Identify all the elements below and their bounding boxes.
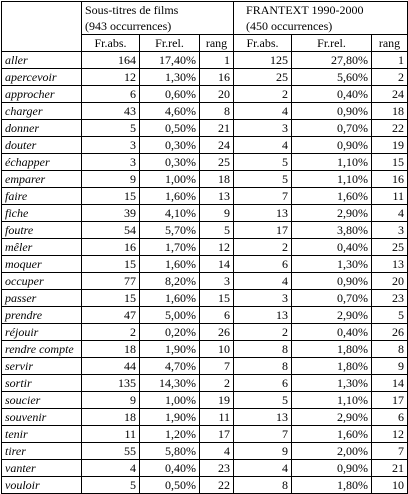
subtitles-rel-cell: 1,20% [140,426,200,443]
frantext-rank-cell: 9 [372,358,408,375]
table-row [2,86,408,103]
subtitles-rank-cell: 3 [200,273,234,290]
subtitles-rank-cell: 24 [200,137,234,154]
verb-cell: foutre [2,222,82,239]
subtitles-abs-cell: 15 [82,290,140,307]
subtitles-abs-cell: 11 [82,426,140,443]
frantext-abs-cell: 5 [234,171,292,188]
frantext-rank-cell: 4 [372,205,408,222]
subtitles-rank-cell: 5 [200,222,234,239]
subtitles-rank-cell: 17 [200,426,234,443]
frantext-rank-cell: 10 [372,477,408,494]
table-row [2,103,408,120]
subtitles-abs-cell: 9 [82,392,140,409]
subtitles-abs-cell: 15 [82,188,140,205]
frantext-rank-cell: 5 [372,307,408,324]
subtitles-rel-cell: 17,40% [140,52,200,69]
frantext-rank-cell: 17 [372,392,408,409]
verb-cell: donner [2,120,82,137]
column-header: Fr.rel. [140,35,200,52]
frantext-abs-cell: 13 [234,307,292,324]
verb-cell: mêler [2,239,82,256]
frantext-rel-cell: 0,90% [292,460,372,477]
table-row [2,154,408,171]
subtitles-rank-cell: 18 [200,171,234,188]
frantext-rel-cell: 1,80% [292,341,372,358]
frantext-rank-cell: 14 [372,375,408,392]
frantext-rank-cell: 18 [372,103,408,120]
frantext-rank-cell: 2 [372,69,408,86]
subtitles-abs-cell: 16 [82,239,140,256]
frantext-rel-cell: 2,90% [292,205,372,222]
subtitles-rel-cell: 0,50% [140,120,200,137]
table-row [2,222,408,239]
table-row [2,375,408,392]
subtitles-abs-cell: 15 [82,256,140,273]
table-row [2,205,408,222]
subtitles-abs-cell: 6 [82,86,140,103]
verb-cell: moquer [2,256,82,273]
subtitles-rel-cell: 0,30% [140,137,200,154]
table-row [2,409,408,426]
verb-cell: tirer [2,443,82,460]
table-row [2,69,408,86]
column-header: rang [372,35,408,52]
verb-cell: servir [2,358,82,375]
frantext-rel-cell: 1,30% [292,375,372,392]
frantext-rank-cell: 23 [372,290,408,307]
verb-cell: rendre compte [2,341,82,358]
subtitles-rel-cell: 5,80% [140,443,200,460]
frantext-rel-cell: 1,80% [292,358,372,375]
subtitles-rank-cell: 2 [200,375,234,392]
column-header: Fr.abs. [82,35,140,52]
frantext-rank-cell: 12 [372,426,408,443]
frantext-rank-cell: 11 [372,188,408,205]
frantext-rank-cell: 13 [372,256,408,273]
table-row [2,324,408,341]
table-row [2,358,408,375]
subtitles-abs-cell: 44 [82,358,140,375]
subtitles-abs-cell: 18 [82,341,140,358]
subtitles-abs-cell: 9 [82,171,140,188]
subtitles-rank-cell: 22 [200,477,234,494]
frantext-abs-cell: 3 [234,290,292,307]
verb-cell: réjouir [2,324,82,341]
frantext-abs-cell: 5 [234,154,292,171]
frantext-rank-cell: 7 [372,443,408,460]
subtitles-abs-cell: 55 [82,443,140,460]
frantext-rank-cell: 24 [372,86,408,103]
frantext-abs-cell: 6 [234,375,292,392]
verb-cell: douter [2,137,82,154]
frantext-rel-cell: 0,90% [292,273,372,290]
subtitles-abs-cell: 18 [82,409,140,426]
subtitles-rel-cell: 0,20% [140,324,200,341]
frantext-rel-cell: 1,60% [292,188,372,205]
frantext-abs-cell: 3 [234,120,292,137]
subtitles-abs-cell: 54 [82,222,140,239]
verb-cell: fiche [2,205,82,222]
subtitles-abs-cell: 5 [82,477,140,494]
subtitles-rel-cell: 0,30% [140,154,200,171]
frantext-abs-cell: 6 [234,256,292,273]
verb-cell: tenir [2,426,82,443]
table-row [2,426,408,443]
subtitles-rel-cell: 4,70% [140,358,200,375]
subtitles-rank-cell: 11 [200,409,234,426]
frantext-rel-cell: 0,90% [292,103,372,120]
frantext-abs-cell: 4 [234,103,292,120]
subtitles-rank-cell: 9 [200,205,234,222]
subtitles-rel-cell: 1,60% [140,256,200,273]
subtitles-rank-cell: 21 [200,120,234,137]
verb-cell: prendre [2,307,82,324]
subtitles-rank-cell: 15 [200,290,234,307]
frantext-rel-cell: 1,10% [292,171,372,188]
subtitles-rank-cell: 12 [200,239,234,256]
subtitles-rel-cell: 4,10% [140,205,200,222]
group-title: FRANTEXT 1990-2000 [246,3,364,17]
column-header: Fr.rel. [292,35,372,52]
frantext-rank-cell: 6 [372,409,408,426]
subtitles-rank-cell: 25 [200,154,234,171]
frantext-abs-cell: 7 [234,188,292,205]
table-row [2,171,408,188]
frantext-rank-cell: 1 [372,52,408,69]
subtitles-abs-cell: 5 [82,120,140,137]
frantext-rel-cell: 1,30% [292,256,372,273]
frantext-abs-cell: 125 [234,52,292,69]
group-header-row [2,2,408,35]
table-row [2,290,408,307]
verb-cell: emparer [2,171,82,188]
frantext-abs-cell: 7 [234,426,292,443]
frantext-rank-cell: 22 [372,120,408,137]
subtitles-rel-cell: 1,30% [140,69,200,86]
verb-cell: vanter [2,460,82,477]
frantext-rank-cell: 25 [372,239,408,256]
frantext-rel-cell: 0,70% [292,290,372,307]
verb-cell: charger [2,103,82,120]
subtitles-rel-cell: 1,90% [140,341,200,358]
frequency-table [1,1,408,494]
frantext-rel-cell: 2,00% [292,443,372,460]
frantext-rank-cell: 8 [372,341,408,358]
frantext-rel-cell: 2,90% [292,307,372,324]
subtitles-rel-cell: 1,00% [140,392,200,409]
subtitles-abs-cell: 39 [82,205,140,222]
table-row [2,273,408,290]
group-subtitle: (943 occurrences) [85,19,172,33]
frantext-rel-cell: 5,60% [292,69,372,86]
group-title: Sous-titres de films [85,3,179,17]
frantext-abs-cell: 17 [234,222,292,239]
subtitles-rank-cell: 6 [200,307,234,324]
column-header: rang [200,35,234,52]
subtitles-rank-cell: 4 [200,443,234,460]
table-row [2,137,408,154]
subtitles-rel-cell: 1,70% [140,239,200,256]
verb-cell: faire [2,188,82,205]
subtitles-rank-cell: 20 [200,86,234,103]
table-row [2,188,408,205]
frantext-rel-cell: 0,40% [292,86,372,103]
subtitles-abs-cell: 4 [82,460,140,477]
column-header: Fr.abs. [234,35,292,52]
verb-cell: aller [2,52,82,69]
frantext-rank-cell: 21 [372,460,408,477]
frantext-rel-cell: 0,40% [292,239,372,256]
group-header-frantext [234,2,408,35]
subtitles-abs-cell: 3 [82,154,140,171]
frantext-rel-cell: 0,40% [292,324,372,341]
subtitles-rel-cell: 5,70% [140,222,200,239]
subtitles-abs-cell: 2 [82,324,140,341]
subtitles-rank-cell: 13 [200,188,234,205]
frantext-abs-cell: 2 [234,324,292,341]
table-row [2,307,408,324]
frantext-rel-cell: 1,60% [292,426,372,443]
frantext-abs-cell: 13 [234,205,292,222]
subtitles-rank-cell: 10 [200,341,234,358]
frantext-abs-cell: 2 [234,239,292,256]
table-row [2,460,408,477]
verb-cell: approcher [2,86,82,103]
subtitles-rank-cell: 7 [200,358,234,375]
frantext-abs-cell: 8 [234,341,292,358]
frantext-rel-cell: 2,90% [292,409,372,426]
verb-cell: occuper [2,273,82,290]
frantext-abs-cell: 4 [234,460,292,477]
subtitles-abs-cell: 164 [82,52,140,69]
subtitles-rel-cell: 14,30% [140,375,200,392]
table-row [2,392,408,409]
table-row [2,477,408,494]
subtitles-rank-cell: 19 [200,392,234,409]
frantext-abs-cell: 2 [234,86,292,103]
frantext-rel-cell: 0,90% [292,137,372,154]
verb-cell: échapper [2,154,82,171]
frantext-rel-cell: 3,80% [292,222,372,239]
subtitles-abs-cell: 77 [82,273,140,290]
table-row [2,443,408,460]
subtitles-rank-cell: 16 [200,69,234,86]
subtitles-abs-cell: 135 [82,375,140,392]
verb-cell: soucier [2,392,82,409]
verb-cell: passer [2,290,82,307]
frantext-abs-cell: 8 [234,477,292,494]
verb-cell: sortir [2,375,82,392]
verb-cell: souvenir [2,409,82,426]
frantext-abs-cell: 8 [234,358,292,375]
subtitles-rel-cell: 0,40% [140,460,200,477]
frantext-rel-cell: 1,80% [292,477,372,494]
frantext-rel-cell: 27,80% [292,52,372,69]
subtitles-rank-cell: 23 [200,460,234,477]
subtitles-abs-cell: 3 [82,137,140,154]
verb-cell: vouloir [2,477,82,494]
subtitles-rel-cell: 0,60% [140,86,200,103]
frantext-abs-cell: 25 [234,69,292,86]
subtitles-rel-cell: 1,60% [140,188,200,205]
corner-cell [2,2,82,52]
frantext-rank-cell: 16 [372,171,408,188]
subtitles-rank-cell: 14 [200,256,234,273]
frantext-abs-cell: 9 [234,443,292,460]
group-subtitle: (450 occurrences) [246,19,333,33]
subtitles-rel-cell: 1,60% [140,290,200,307]
frantext-rel-cell: 1,10% [292,154,372,171]
subtitles-abs-cell: 43 [82,103,140,120]
frantext-rank-cell: 20 [372,273,408,290]
table-row [2,52,408,69]
table-row [2,239,408,256]
frantext-rank-cell: 15 [372,154,408,171]
frantext-abs-cell: 4 [234,137,292,154]
frantext-rel-cell: 0,70% [292,120,372,137]
subtitles-rel-cell: 1,00% [140,171,200,188]
frantext-rank-cell: 19 [372,137,408,154]
subtitles-rel-cell: 1,90% [140,409,200,426]
frantext-abs-cell: 13 [234,409,292,426]
frantext-rel-cell: 1,10% [292,392,372,409]
subtitles-rel-cell: 8,20% [140,273,200,290]
frantext-abs-cell: 5 [234,392,292,409]
frantext-abs-cell: 4 [234,273,292,290]
group-header-subtitles [82,2,234,35]
table-row [2,256,408,273]
subtitles-rank-cell: 8 [200,103,234,120]
subtitles-rel-cell: 0,50% [140,477,200,494]
subtitles-abs-cell: 47 [82,307,140,324]
subtitles-rel-cell: 5,00% [140,307,200,324]
table-body [2,52,408,494]
subtitles-abs-cell: 12 [82,69,140,86]
frantext-rank-cell: 26 [372,324,408,341]
subtitles-rel-cell: 4,60% [140,103,200,120]
table-row [2,341,408,358]
frantext-rank-cell: 3 [372,222,408,239]
subtitles-rank-cell: 1 [200,52,234,69]
table-row [2,120,408,137]
subtitles-rank-cell: 26 [200,324,234,341]
verb-cell: apercevoir [2,69,82,86]
